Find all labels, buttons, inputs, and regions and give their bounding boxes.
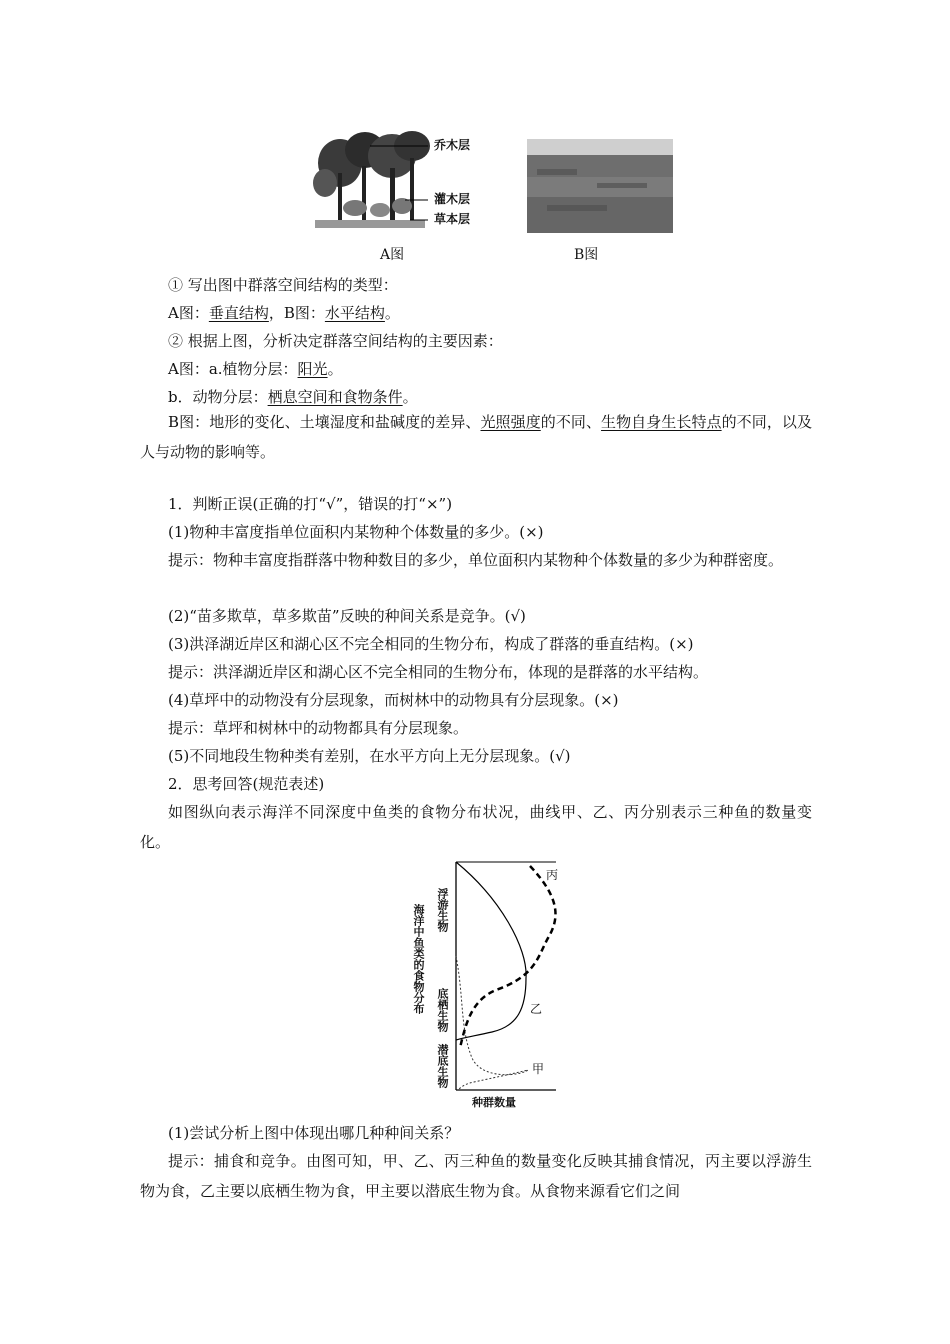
figure-b bbox=[527, 139, 673, 233]
judge-item-5: (5)不同地段生物种类有差别，在水平方向上无分层现象。(√) bbox=[168, 747, 571, 765]
series-label-yi: 乙 bbox=[530, 1002, 543, 1016]
caption-a: A图 bbox=[380, 247, 405, 263]
think-question: (1)尝试分析上图中体现出哪几种种间关系？ bbox=[168, 1124, 460, 1142]
c-para: B图：地形的变化、土壤湿度和盐碱度的差异、光照强度的不同、生物自身生长特点的不同，以及人与动物的影响等。 bbox=[140, 413, 812, 461]
judge-hint-1: 提示：物种丰富度指群落中物种数目的多少，单位面积内某物种个体数量的多少为种群密度。 bbox=[168, 551, 784, 569]
grassland-photo bbox=[527, 139, 673, 233]
zone-label-plankton: 浮游生物 bbox=[436, 888, 449, 932]
think-hint: 提示：捕食和竞争。由图可知，甲、乙、丙三种鱼的数量变化反映其捕食情况，丙主要以浮游生物为食，乙主要以底栖生物为食，甲主要以潜底生物为食。从食物来源看它们之间 bbox=[140, 1152, 812, 1200]
label-herb-layer: 草本层 bbox=[434, 212, 471, 226]
think-title: 2．思考回答(规范表述) bbox=[168, 775, 325, 793]
series-label-bing: 丙 bbox=[546, 868, 559, 882]
judge-hint-3: 提示：洪泽湖近岸区和湖心区不完全相同的生物分布，体现的是群落的水平结构。 bbox=[168, 663, 709, 681]
judge-item-3: (3)洪泽湖近岸区和湖心区不完全相同的生物分布，构成了群落的垂直结构。(×) bbox=[168, 635, 694, 653]
series-label-jia: 甲 bbox=[532, 1062, 545, 1076]
caption-b: B图 bbox=[574, 247, 599, 263]
series-bing-curve bbox=[460, 866, 555, 1048]
judge-item-2: (2)“苗多欺草，草多欺苗”反映的种间关系是竞争。(√) bbox=[168, 607, 526, 625]
chart-ylabel: 海洋中鱼类的食物分布 bbox=[412, 904, 425, 1014]
b-line: b．动物分层：栖息空间和食物条件。 bbox=[168, 388, 418, 406]
think-desc: 如图纵向表示海洋不同深度中鱼类的食物分布状况，曲线甲、乙、丙分别表示三种鱼的数量变化。 bbox=[140, 803, 812, 851]
figure-a bbox=[310, 128, 490, 238]
judge-hint-4: 提示：草坪和树林中的动物都具有分层现象。 bbox=[168, 719, 469, 737]
series-yi-curve bbox=[456, 862, 526, 1040]
label-tree-layer: 乔木层 bbox=[434, 138, 471, 152]
zone-label-burrowing: 潜底生物 bbox=[436, 1044, 449, 1088]
zone-label-benthic: 底栖生物 bbox=[436, 988, 449, 1032]
a1: A图：垂直结构，B图：水平结构。 bbox=[168, 304, 400, 322]
q2: ② 根据上图，分析决定群落空间结构的主要因素： bbox=[168, 332, 503, 350]
a2: A图：a.植物分层：阳光。 bbox=[168, 360, 343, 378]
judge-title: 1．判断正误(正确的打“√”，错误的打“×”) bbox=[168, 495, 453, 513]
label-shrub-layer: 灌木层 bbox=[434, 192, 471, 206]
fish-chart bbox=[410, 858, 580, 1114]
judge-item-4: (4)草坪中的动物没有分层现象，而树林中的动物具有分层现象。(×) bbox=[168, 691, 619, 709]
q1: ① 写出图中群落空间结构的类型： bbox=[168, 276, 398, 294]
chart-xlabel: 种群数量 bbox=[472, 1096, 516, 1109]
judge-item-1: (1)物种丰富度指单位面积内某物种个体数量的多少。(×) bbox=[168, 523, 544, 541]
